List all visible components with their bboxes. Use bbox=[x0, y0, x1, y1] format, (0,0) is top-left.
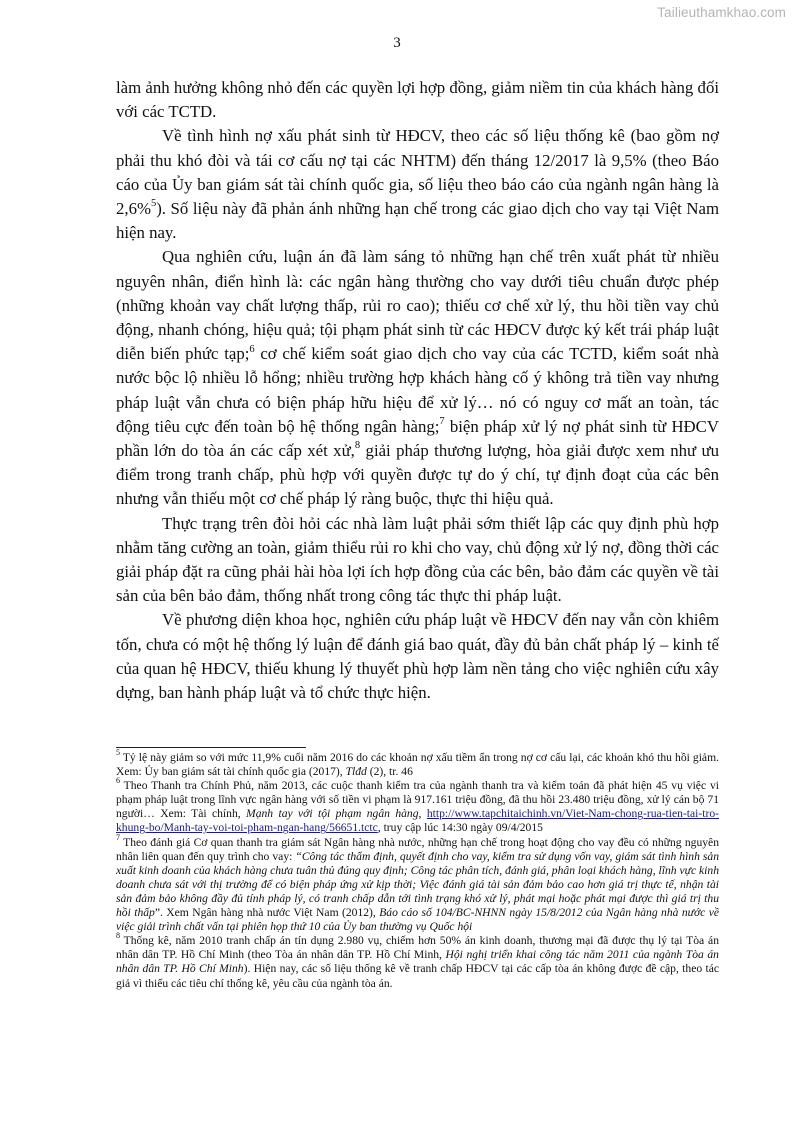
footnote-5-text-b: (2), tr. 46 bbox=[366, 765, 413, 779]
paragraph-4-text: Thực trạng trên đòi hỏi các nhà làm luật phải sớm thiết lập các quy định phù hợp nhằm tăng cường an toàn, giảm thiểu rủi ro khi cho vay, chủ động xử lý nợ, đồng thời các giải pháp đặt ra cũng phải hài hòa lợi ích hợp đồng của các bên, bảo đảm các quyền về tài sản của bên bảo đảm, thống nhất trong công tác thực thi pháp luật. bbox=[116, 513, 719, 606]
footnote-6-link[interactable]: http://www.tapchitaichinh.vn/Viet-Nam-chong-rua-tien-tai-tro-khung-bo/Manh-tay-voi-toi-pham-ngan-hang/56651.tctc bbox=[116, 807, 719, 835]
paragraph-5-text: Về phương diện khoa học, nghiên cứu pháp luật về HĐCV đến nay vẫn còn khiêm tốn, chưa có một hệ thống lý luận để đánh giá bao quát, đầy đủ bản chất pháp lý – kinh tế của quan hệ HĐCV, thiếu khung lý thuyết phù hợp làm nền tảng cho việc nghiên cứu xây dựng, ban hành pháp luật và tổ chức thực hiện. bbox=[116, 610, 719, 703]
watermark-text: Tailieuthamkhao.com bbox=[657, 5, 786, 20]
paragraph-2-text-a: Về tình hình nợ xấu phát sinh từ HĐCV, theo các số liệu thống kê (bao gồm nợ phải thu khó đòi và tái cơ cấu nợ tại các NHTM) đến tháng 12/2017 là 9,5% (theo Báo cáo của Ủy ban giám sát tài chính quốc gia, số liệu theo báo cáo của ngành ngân hàng là 2,6% bbox=[116, 126, 719, 219]
footnote-8-number: 8 bbox=[116, 931, 120, 941]
footnote-5-number: 5 bbox=[116, 748, 120, 758]
footnote-7-text-b: ”. Xem Ngân hàng nhà nước Việt Nam (2012), bbox=[154, 906, 380, 920]
paragraph-2-text-b: ). Số liệu này đã phản ánh những hạn chế trong các giao dịch cho vay tại Việt Nam hiện nay. bbox=[116, 199, 719, 243]
footnote-6-text-b: , bbox=[418, 807, 427, 821]
body-text bbox=[116, 76, 719, 705]
footnote-8-text-b: ). Hiện nay, các số liệu thống kê về tranh chấp HĐCV tại các cấp tòa án không được đề cập, theo tác giả vì thiếu các tiêu chí thống kê, yêu cầu của ngành tòa án. bbox=[116, 962, 719, 990]
footnote-6-text-c: , truy cập lúc 14:30 ngày 09/4/2015 bbox=[377, 821, 543, 835]
paragraph-3-text-c: biện pháp xử lý nợ phát sinh từ HĐCV phần lớn do tòa án các cấp xét xử, bbox=[116, 416, 719, 461]
footnote-7-text-a: Theo đánh giá Cơ quan thanh tra giám sát Ngân hàng nhà nước, những hạn chế trong hoạt động cho vay đều có những nguyên nhân liên quan đến quy trình cho vay: bbox=[116, 835, 719, 863]
footnote-6-text-a: Theo Thanh tra Chính Phủ, năm 2013, các cuộc thanh kiểm tra của ngành thanh tra và kiểm toán đã phát hiện 45 vụ việc vi phạm pháp luật trong lĩnh vực ngân hàng với số tiền vi phạm là 917.161 triệu đồng, đã thu hồi 23.480 triệu đồng, xử lý cán bộ 71 người… Xem: Tài chính, bbox=[116, 779, 719, 821]
footnote-6-number: 6 bbox=[116, 776, 120, 786]
footnote-7-number: 7 bbox=[116, 832, 120, 842]
paragraph-2 bbox=[116, 124, 719, 245]
footnote-7-italic-a: “Công tác thẩm định, quyết định cho vay, kiểm tra sử dụng vốn vay, giám sát tình hình sản xuất kinh doanh của khách hàng chưa tuân thủ đúng quy định; Công tác phân tích, đánh giá, phân loại khách hàng, lĩnh vực kinh doanh chưa sát với thị trường để có biện pháp ứng xử kịp thời; Việc đánh giá tài sản đảm bảo cao hơn giá trị thực tế, nhận tài sản đảm bảo không đầy đủ tính pháp lý, có tranh chấp dẫn tới tình trạng khó xử lý, phát mại hoặc phát mại được thì giá trị thu hồi thấp bbox=[116, 849, 720, 920]
paragraph-4 bbox=[116, 512, 719, 609]
footnote-7-italic-b: Báo cáo số 104/BC-NHNN ngày 15/8/2012 của Ngân hàng nhà nước về việc giải trình chất vấn tại phiên họp thứ 10 của Ủy ban thường vụ Quốc hội bbox=[116, 906, 720, 934]
footnote-7 bbox=[116, 832, 720, 935]
page-number: 3 bbox=[393, 35, 401, 51]
paragraph-3-text-d: giải pháp thương lượng, hòa giải được xem như ưu điểm trong tranh chấp, phù hợp với quyền được tự do ý chí, tự định đoạt của các bên nhưng vẫn thiếu một cơ chế pháp lý ràng buộc, thực thi hiệu quả. bbox=[116, 441, 720, 509]
paragraph-1-text: làm ảnh hưởng không nhỏ đến các quyền lợi hợp đồng, giảm niềm tin của khách hàng đối với các TCTD. bbox=[116, 78, 719, 122]
paragraph-3 bbox=[116, 245, 719, 511]
footnote-5 bbox=[116, 748, 719, 779]
footnote-5-text-a: Tỷ lệ này giảm so với mức 11,9% cuối năm 2016 do các khoản nợ xấu tiềm ẩn trong nợ cơ cấu lại, các khoản khó thu hồi giảm. Xem: Ủy ban giám sát tài chính quốc gia (2017), bbox=[116, 751, 719, 779]
footnote-ref-5[interactable]: 5 bbox=[150, 198, 157, 210]
paragraph-3-text-b: cơ chế kiểm soát giao dịch cho vay của các TCTD, kiểm soát nhà nước bộc lộ nhiều lỗ hổng; nhiều trường hợp khách hàng cố ý không trả tiền vay nhưng pháp luật vẫn chưa có biện pháp hữu hiệu để xử lý… nó có nguy cơ mất an toàn, tác động tiêu cực đến toàn bộ hệ thống ngân hàng; bbox=[116, 344, 720, 436]
footnote-ref-7[interactable]: 7 bbox=[439, 416, 445, 428]
paragraph-3-text-a: Qua nghiên cứu, luận án đã làm sáng tỏ những hạn chế trên xuất phát từ nhiều nguyên nhân, điển hình là: các ngân hàng thường cho vay dưới tiêu chuẩn được phép (những khoản vay chất lượng thấp, rủi ro cao); thiếu cơ chế xử lý, thu hồi tiền vay chủ động, nhanh chóng, hiệu quả; tội phạm phát sinh từ các HĐCV được ký kết trái pháp luật diễn biến phức tạp; bbox=[116, 247, 719, 364]
paragraph-5 bbox=[116, 608, 719, 705]
footnote-8-text-a: Thống kê, năm 2010 tranh chấp án tín dụng 2.980 vụ, chiếm hơn 50% án kinh doanh, thương mại đã được thụ lý tại Tòa án nhân dân TP. Hồ Chí Minh (theo Tòa án nhân dân TP. Hồ Chí Minh, bbox=[116, 934, 719, 962]
paragraph-1 bbox=[116, 76, 719, 124]
footnote-8 bbox=[116, 931, 719, 990]
footnote-separator bbox=[116, 747, 306, 748]
footnote-6-italic: Mạnh tay với tội phạm ngân hàng bbox=[246, 807, 419, 821]
footnote-8-italic: Hội nghị triển khai công tác năm 2011 của ngành Tòa án nhân dân TP. Hồ Chí Minh bbox=[116, 948, 719, 976]
footnote-6 bbox=[116, 776, 719, 835]
footnote-ref-6[interactable]: 6 bbox=[249, 343, 255, 355]
footnote-5-italic: Tlđd bbox=[345, 765, 367, 779]
footnotes bbox=[116, 748, 720, 991]
footnote-ref-8[interactable]: 8 bbox=[354, 440, 361, 452]
